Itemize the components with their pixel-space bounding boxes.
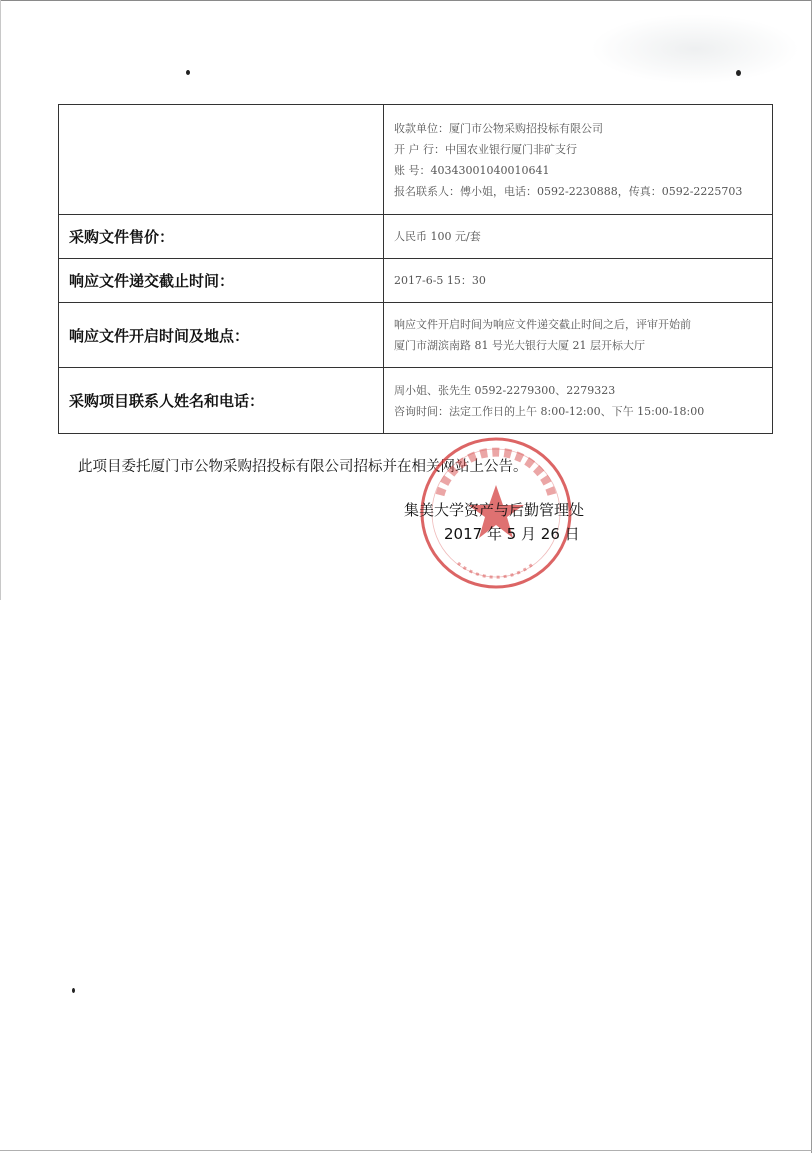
document-price-label: 采购文件售价：	[59, 215, 384, 259]
scan-speck	[72, 988, 75, 993]
bank-line	[394, 139, 772, 160]
signing-organization: 集美大学资产与后勤管理处	[404, 501, 585, 519]
procurement-info-table	[58, 104, 773, 434]
project-contact-names-line: 周小姐、张先生 0592-2279300、2279323	[394, 383, 616, 397]
project-contact-label: 采购项目联系人姓名和电话：	[59, 368, 384, 434]
table-row	[59, 259, 773, 303]
scan-edge-left	[0, 0, 1, 600]
registration-contact-value: 傅小姐，电话：0592-2230888，传真：0592-2225703	[460, 184, 743, 198]
table-row-label	[59, 105, 384, 215]
payee-label: 收款单位：	[394, 121, 449, 135]
bank-value: 中国农业银行厦门非矿支行	[445, 142, 577, 156]
table-row	[59, 105, 773, 215]
table-row	[59, 368, 773, 434]
table-row	[59, 303, 773, 368]
payee-value: 厦门市公物采购招投标有限公司	[449, 121, 603, 135]
submission-deadline-label: 响应文件递交截止时间：	[59, 259, 384, 303]
scan-speck	[736, 70, 741, 76]
opening-place-line: 厦门市湖滨南路 81 号光大银行大厦 21 层开标大厅	[394, 339, 645, 352]
account-value: 40343001040010641	[430, 163, 550, 177]
project-contact-cell	[384, 368, 773, 434]
submission-deadline-value: 2017-6-5 15：30	[384, 259, 773, 303]
document-price-value: 人民币 100 元/套	[384, 215, 773, 259]
scan-edge-top	[0, 0, 812, 1]
scan-smudge	[590, 14, 800, 84]
table-row	[59, 215, 773, 259]
scan-edge-bottom	[0, 1150, 812, 1151]
opening-time-line: 响应文件开启时间为响应文件递交截止时间之后，评审开始前	[394, 318, 691, 331]
payment-info-cell	[384, 105, 773, 215]
opening-time-place-cell	[384, 303, 773, 368]
entrustment-notice: 此项目委托厦门市公物采购招投标有限公司招标并在相关网站上公告。	[78, 459, 528, 475]
signing-date: 2017 年 5 月 26 日	[444, 525, 580, 543]
registration-contact-line	[394, 181, 772, 202]
consultation-hours-line: 咨询时间：法定工作日的上午 8:00-12:00、下午 15:00-18:00	[394, 404, 705, 418]
account-label: 账 号：	[394, 163, 431, 177]
scan-speck	[186, 70, 190, 75]
bank-label: 开 户 行：	[394, 142, 445, 156]
opening-time-place-label: 响应文件开启时间及地点：	[59, 303, 384, 368]
account-line	[394, 160, 772, 181]
payee-line	[394, 118, 772, 139]
registration-contact-label: 报名联系人：	[394, 184, 460, 198]
